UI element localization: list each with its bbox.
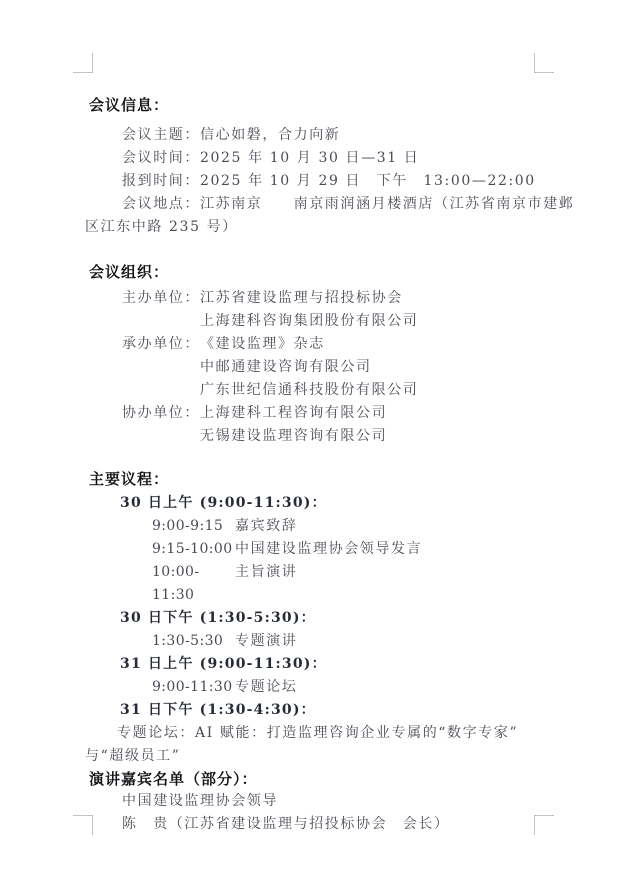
org-label-organizer: 承办单位： xyxy=(122,336,200,352)
org-name: 无锡建设监理咨询有限公司 xyxy=(200,428,388,444)
agenda-heading: 主要议程： xyxy=(89,470,170,488)
org-name: 《建设监理》杂志 xyxy=(200,336,325,352)
agenda-row xyxy=(85,515,551,538)
meeting-location-line-1: 会议地点：江苏南京 南京雨润涵月楼酒店（江苏省南京市建邺 xyxy=(122,196,575,212)
speakers-section xyxy=(85,768,551,836)
org-group-host xyxy=(85,287,551,333)
forum-topic-line-1: 专题论坛：AI 赋能：打造监理咨询企业专属的“数字专家” xyxy=(117,725,519,741)
meeting-time-line: 会议时间：2025 年 10 月 30 日—31 日 xyxy=(122,150,420,166)
org-group-organizer xyxy=(85,333,551,402)
agenda-activity: 主旨演讲 xyxy=(235,564,298,580)
org-name: 中邮通建设咨询有限公司 xyxy=(200,359,372,375)
organization-heading: 会议组织： xyxy=(89,263,170,281)
agenda-time: 9:00-11:30 xyxy=(152,679,233,695)
speaker-line: 陈 贵（江苏省建设监理与招投标协会 会长） xyxy=(122,816,450,832)
checkin-time-line: 报到时间：2025 年 10 月 29 日 下午 13:00—22:00 xyxy=(122,173,536,189)
org-name: 上海建科工程咨询有限公司 xyxy=(200,405,388,421)
agenda-activity: 专题论坛 xyxy=(235,679,298,695)
org-group-co-organizer xyxy=(85,402,551,448)
agenda-day-header-31am: 31 日上午 (9:00-11:30)： xyxy=(120,656,327,672)
agenda-day-header-30pm: 30 日下午 (1:30-5:30)： xyxy=(120,610,316,626)
agenda-row xyxy=(85,630,551,653)
meeting-theme-line: 会议主题：信心如磐，合力向新 xyxy=(122,127,341,143)
org-name: 上海建科咨询集团股份有限公司 xyxy=(200,313,419,329)
org-names-co-organizer xyxy=(200,402,551,448)
agenda-row xyxy=(85,676,551,699)
speaker-line: 中国建设监理协会领导 xyxy=(122,793,278,809)
meeting-info-heading: 会议信息： xyxy=(89,96,170,114)
agenda-time: 9:15-10:00 xyxy=(152,541,233,557)
agenda-row xyxy=(85,538,551,561)
agenda-section xyxy=(85,468,551,768)
meeting-info-section xyxy=(85,94,575,239)
agenda-row xyxy=(85,561,551,607)
page-content xyxy=(85,94,575,836)
agenda-activity: 专题演讲 xyxy=(235,633,298,649)
agenda-day-header-30am: 30 日上午 (9:00-11:30)： xyxy=(120,495,327,511)
agenda-time: 1:30-5:30 xyxy=(152,633,224,649)
crop-mark-top-right xyxy=(534,53,554,73)
org-name: 江苏省建设监理与招投标协会 xyxy=(200,290,403,306)
agenda-activity: 中国建设监理协会领导发言 xyxy=(235,541,423,557)
org-names-organizer xyxy=(200,333,551,402)
speakers-heading: 演讲嘉宾名单（部分）： xyxy=(89,770,258,788)
org-name: 广东世纪信通科技股份有限公司 xyxy=(200,382,419,398)
agenda-time: 9:00-9:15 xyxy=(152,518,224,534)
agenda-day-header-31pm: 31 日下午 (1:30-4:30)： xyxy=(120,702,316,718)
crop-mark-top-left xyxy=(73,53,93,73)
agenda-activity: 嘉宾致辞 xyxy=(235,518,298,534)
organization-section xyxy=(85,261,551,448)
org-label-co-organizer: 协办单位： xyxy=(122,405,200,421)
forum-topic-line-2: 与“超级员工” xyxy=(85,748,181,764)
org-names-host xyxy=(200,287,551,333)
meeting-location-line-2: 区江东中路 235 号） xyxy=(85,219,238,235)
org-label-host: 主办单位： xyxy=(122,290,200,306)
agenda-time: 10:00-11:30 xyxy=(152,564,200,603)
